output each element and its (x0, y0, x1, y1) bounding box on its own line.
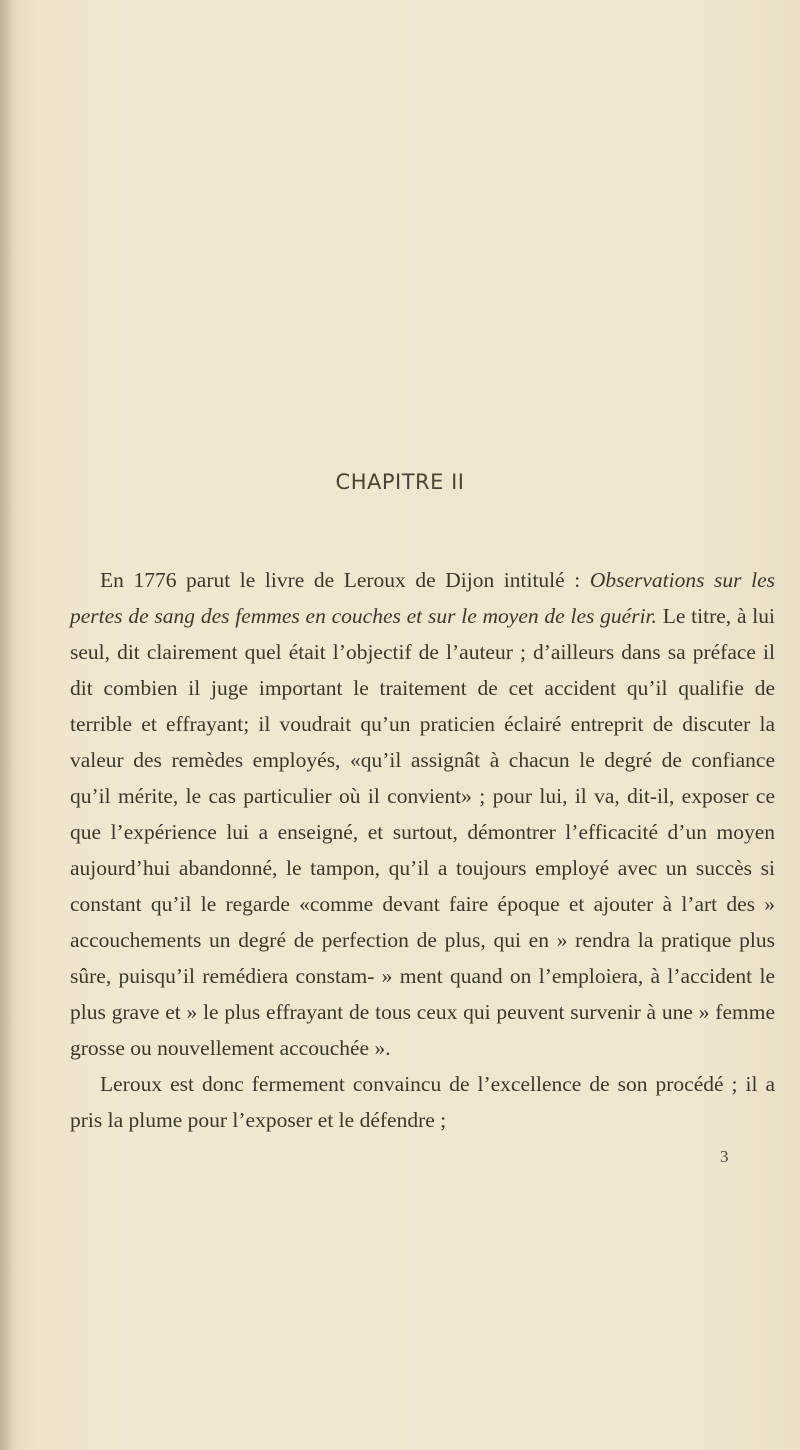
chapter-title: CHAPITRE II (335, 470, 465, 494)
body-text (70, 562, 775, 1138)
paragraph-2 (70, 1066, 775, 1138)
page-number: 3 (720, 1147, 729, 1166)
page-spine-shadow (0, 0, 14, 1450)
paragraph-1-intro: En 1776 parut le livre de Leroux de Dijon intitulé : (100, 568, 590, 592)
book-title-citation: Observations sur les pertes de sang des femmes en couches et sur le moyen de les guérir. (70, 568, 775, 628)
paragraph-1-body: Le titre, à lui seul, dit clairement quel était l’objectif de l’auteur ; d’ailleurs dans sa préface il dit combien il juge important le traitement de cet accident qu’il qualifie de terrible et effrayant; il voudrait qu’un praticien éclairé entreprit de discuter la valeur des remèdes employés, «qu’il assignât à chacun le degré de confiance qu’il mérite, le cas particulier où il convient» ; pour lui, il va, dit-il, exposer ce que l’expérience lui a enseigné, et surtout, démontrer l’efficacité d’un moyen aujourd’hui abandonné, le tampon, qu’il a toujours employé avec un succès si constant qu’il le regarde «comme devant faire époque et ajouter à l’art des » accouchements un degré de perfection de plus, qui en » rendra la pratique plus sûre, puisqu’il remédiera constam- » ment quand on l’emploiera, à l’accident le plus grave et » le plus effrayant de tous ceux qui peuvent survenir à une » femme grosse ou nouvellement accouchée ». (70, 604, 775, 1060)
paragraph-1 (70, 562, 775, 1066)
paragraph-2-body: Leroux est donc fermement convaincu de l’excellence de son procédé ; il a pris la plume pour l’exposer et le défendre ; (70, 1072, 775, 1132)
